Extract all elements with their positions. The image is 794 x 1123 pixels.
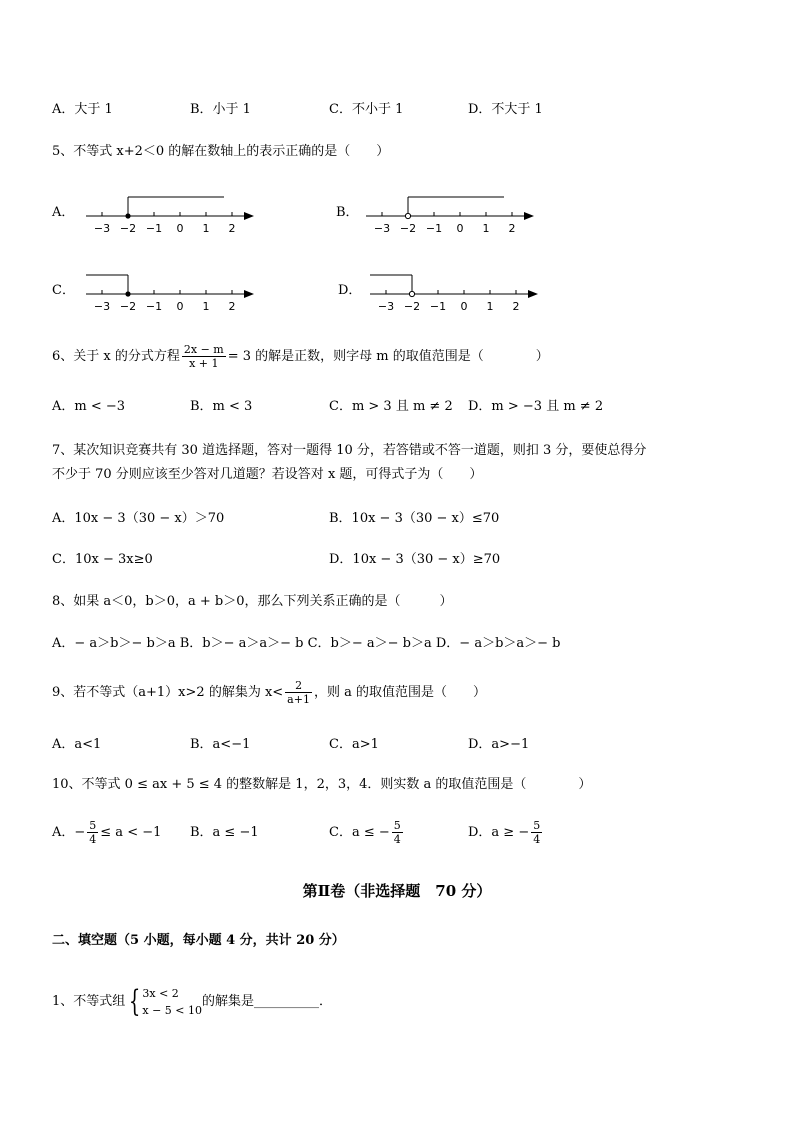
numberline-ticks — [102, 212, 232, 216]
q9-frac-den: a+1 — [287, 693, 310, 706]
q5-numberline-d — [366, 268, 546, 316]
q4-option-b: B．小于 1 — [190, 102, 251, 117]
q10-option-d — [468, 816, 544, 850]
q5-label-b: B． — [336, 205, 359, 220]
q10-option-b: B．a ≤ −1 — [190, 825, 259, 840]
q10-option-c — [329, 816, 405, 850]
q9-stem-post: ，则 a 的取值范围是（ ） — [313, 685, 486, 700]
tick-label: 2 — [508, 222, 516, 235]
frac-den: 4 — [533, 833, 541, 846]
q10-option-a-fraction — [87, 819, 98, 846]
q10-stem: 10、不等式 0 ≤ ax + 5 ≤ 4 的整数解是 1，2，3，4．则实数 a 的取值范围是（ ） — [52, 777, 592, 792]
q10-option-a-pre: A．− — [52, 825, 86, 840]
q5-numberline-a — [82, 190, 262, 238]
hollow-dot — [409, 291, 414, 296]
solid-dot — [125, 213, 130, 218]
fill-q1-pre: 1、不等式组 — [52, 994, 126, 1009]
q6-frac-den: x + 1 — [189, 357, 219, 370]
q5-numberline-c — [82, 268, 262, 316]
q9-fraction — [285, 679, 312, 706]
numberline-ticks — [102, 290, 232, 294]
q6-option-d: D．m > −3 且 m ≠ 2 — [468, 399, 604, 414]
q9-stem — [52, 676, 486, 710]
fill-q1 — [52, 982, 332, 1022]
tick-label: 2 — [228, 300, 236, 313]
q7-option-d: D．10x − 3（30 − x）≥70 — [329, 552, 501, 567]
q4-option-d: D．不大于 1 — [468, 102, 543, 117]
q9-stem-pre: 9、若不等式（a+1）x>2 的解集为 x< — [52, 685, 284, 700]
system-line-2: x − 5 < 10 — [142, 1003, 202, 1017]
tick-label: 0 — [456, 222, 464, 235]
fill-q1-post: 的解集是__________． — [202, 994, 333, 1009]
q6-option-a: A．m < −3 — [52, 399, 126, 414]
q5-label-a: A． — [52, 205, 75, 220]
tick-label: −3 — [373, 222, 391, 235]
tick-label: −3 — [93, 222, 111, 235]
q5-numberline-b — [362, 190, 542, 238]
tick-label: 1 — [202, 222, 210, 235]
tick-label: 1 — [486, 300, 494, 313]
q9-option-b: B．a<−1 — [190, 737, 251, 752]
q8-stem: 8、如果 a＜0，b＞0，a + b＞0，那么下列关系正确的是（ ） — [52, 594, 453, 609]
tick-label: −1 — [429, 300, 447, 313]
q9-option-d: D．a>−1 — [468, 737, 530, 752]
q5-label-d: D． — [338, 283, 362, 298]
tick-label: −2 — [119, 300, 137, 313]
q9-frac-num: 2 — [285, 679, 312, 693]
tick-label: 0 — [176, 222, 184, 235]
frac-num: 5 — [533, 819, 541, 832]
brace-icon: { — [129, 983, 141, 1019]
q6-stem-post: = 3 的解是正数，则字母 m 的取值范围是（ ） — [227, 349, 549, 364]
hollow-dot — [405, 213, 410, 218]
q4-option-c: C．不小于 1 — [329, 102, 404, 117]
q6-stem — [52, 340, 549, 374]
tick-label: −2 — [399, 222, 417, 235]
system-line-1: 3x < 2 — [142, 986, 179, 1000]
tick-label: −1 — [425, 222, 443, 235]
q10-option-c-pre: C．a ≤ − — [329, 825, 390, 840]
q7-stem-line1: 7、某次知识竞赛共有 30 道选择题，答对一题得 10 分，若答错或不答一道题，则扣 3 分，要使总得分 — [52, 443, 647, 458]
tick-label: −2 — [119, 222, 137, 235]
tick-label: 1 — [202, 300, 210, 313]
frac-num: 5 — [89, 819, 97, 832]
q7-stem-line2: 不少于 70 分则应该至少答对几道题？若设答对 x 题，可得式子为（ ） — [52, 467, 483, 482]
q10-option-d-pre: D．a ≥ − — [468, 825, 530, 840]
q6-frac-num: 2x − m — [183, 343, 224, 356]
tick-label: 2 — [228, 222, 236, 235]
q9-option-a: A．a<1 — [52, 737, 102, 752]
frac-den: 4 — [393, 833, 401, 846]
q10-option-c-fraction — [392, 819, 403, 846]
numberline-ticks — [386, 290, 516, 294]
tick-label: −3 — [377, 300, 395, 313]
q5-stem: 5、不等式 x+2＜0 的解在数轴上的表示正确的是（ ） — [52, 144, 390, 159]
q8-options: A．− a＞b＞− b＞a B．b＞− a＞a＞− b C．b＞− a＞− b＞a D．− a＞b＞a＞− b — [52, 636, 561, 651]
q5-label-c: C． — [52, 283, 75, 298]
q9-option-c: C．a>1 — [329, 737, 379, 752]
q7-option-a: A．10x − 3（30 − x）＞70 — [52, 511, 225, 526]
tick-label: 1 — [482, 222, 490, 235]
tick-label: 0 — [176, 300, 184, 313]
q7-option-c: C．10x − 3x≥0 — [52, 552, 153, 567]
q6-option-c: C．m > 3 且 m ≠ 2 — [329, 399, 453, 414]
tick-label: 0 — [460, 300, 468, 313]
q7-option-b: B．10x − 3（30 − x）≤70 — [329, 511, 500, 526]
q10-option-d-fraction — [531, 819, 542, 846]
tick-label: −3 — [93, 300, 111, 313]
numberline-ticks — [382, 212, 512, 216]
frac-num: 5 — [393, 819, 401, 832]
q6-option-b: B．m < 3 — [190, 399, 253, 414]
q10-option-a — [52, 816, 161, 850]
section2-heading: 二、填空题（5 小题，每小题 4 分，共计 20 分） — [52, 933, 345, 948]
q4-option-a: A．大于 1 — [52, 102, 113, 117]
tick-label: −1 — [145, 222, 163, 235]
solid-dot — [125, 291, 130, 296]
q6-stem-pre: 6、关于 x 的分式方程 — [52, 349, 180, 364]
tick-label: −1 — [145, 300, 163, 313]
q6-fraction — [182, 343, 226, 370]
frac-den: 4 — [89, 833, 97, 846]
tick-label: −2 — [403, 300, 421, 313]
part2-title: 第Ⅱ卷（非选择题 70 分） — [302, 882, 492, 900]
tick-label: 2 — [512, 300, 520, 313]
inequality-system — [142, 985, 202, 1019]
q10-option-a-post: ≤ a < −1 — [100, 825, 162, 840]
